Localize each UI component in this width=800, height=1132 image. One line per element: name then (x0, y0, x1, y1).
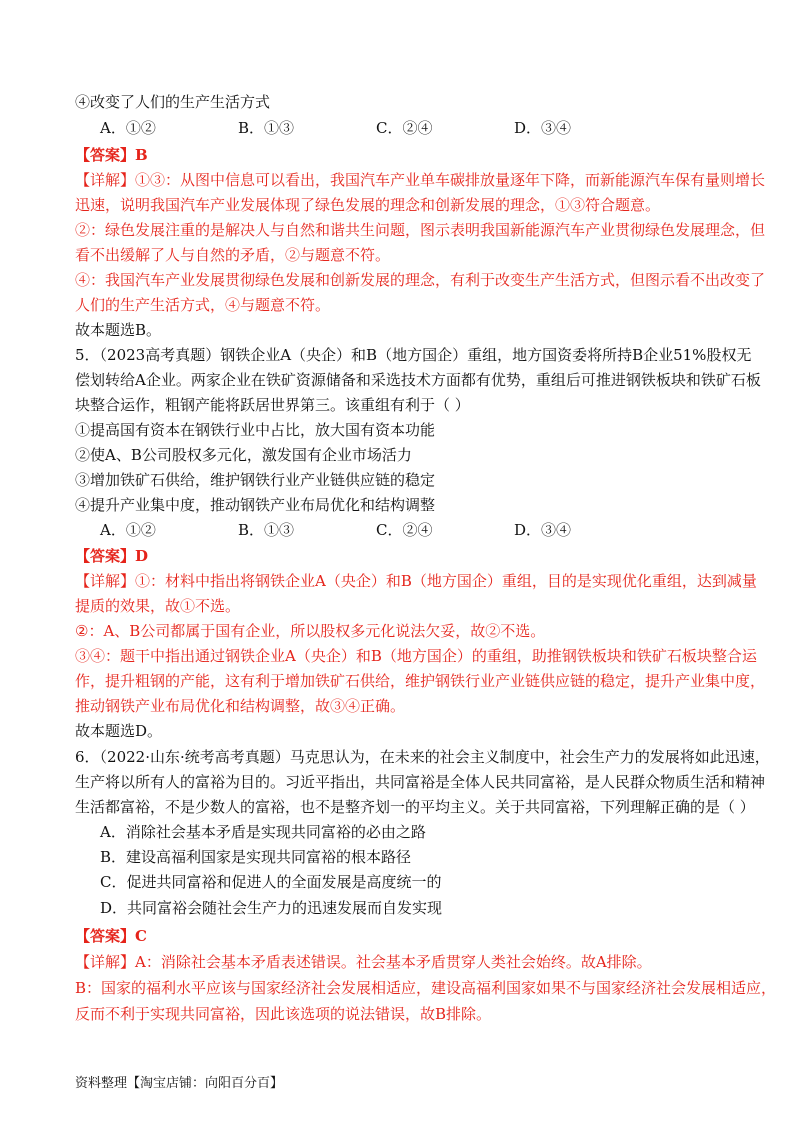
q5-stem-line: 偿划转给A企业。两家企业在铁矿资源储备和采选技术方面都有优势，重组后可推进钢铁板块和铁矿石板 (75, 371, 761, 389)
q5-stem-line: 5．（2023高考真题）钢铁企业A（央企）和B（地方国企）重组，地方国资委将所持B企业51%股权无 (75, 346, 752, 364)
q5-detail-line: 作，提升粗钢的产能，这有利于增加铁矿石供给，维护钢铁行业产业链供应链的稳定，提升产业集中度， (75, 672, 766, 690)
q5-statement-4: ④提升产业集中度，推动钢铁产业布局优化和结构调整 (75, 496, 436, 514)
q5-detail-line: ③④：题干中指出通过钢铁企业A（央企）和B（地方国企）的重组，助推钢铁板块和铁矿石板块整合运 (75, 647, 757, 665)
q4-option-a: A．①② (100, 119, 156, 137)
q6-stem-line: 生产将以所有人的富裕为目的。习近平指出，共同富裕是全体人民共同富裕，是人民群众物质生活和精神 (75, 773, 766, 791)
q6-choice-a: A．消除社会基本矛盾是实现共同富裕的必由之路 (100, 823, 426, 841)
q5-stem-line: 块整合运作，粗钢产能将跃居世界第三。该重组有利于（ ） (75, 396, 470, 414)
q4-detail-line: 人们的生产生活方式，④与题意不符。 (75, 296, 331, 314)
q6-choice-d: D．共同富裕会随社会生产力的迅速发展而自发实现 (100, 899, 443, 917)
q6-answer: 【答案】C (75, 927, 147, 945)
q6-detail-line: 【详解】A：消除社会基本矛盾表述错误。社会基本矛盾贯穿人类社会始终。故A排除。 (75, 953, 652, 971)
q6-stem-line: 生活都富裕，不是少数人的富裕，也不是整齐划一的平均主义。关于共同富裕，下列理解正确的是（ ） (75, 798, 755, 816)
q5-option-a: A．①② (100, 521, 156, 539)
q5-detail-line: ②：A、B公司都属于国有企业，所以股权多元化说法欠妥，故②不选。 (75, 622, 546, 640)
q5-option-b: B．①③ (238, 521, 295, 539)
q4-options (100, 118, 571, 138)
q6-stem-line: 6．（2022·山东·统考高考真题）马克思认为，在未来的社会主义制度中，社会生产力的发展将如此迅速， (75, 748, 770, 766)
q4-statement-4: ④改变了人们的生产生活方式 (75, 93, 271, 111)
q5-answer: 【答案】D (75, 547, 149, 565)
q4-option-c: C．②④ (376, 119, 433, 137)
q5-option-d: D．③④ (514, 521, 572, 539)
q4-detail-line: ②：绿色发展注重的是解决人与自然和谐共生问题，图示表明我国新能源汽车产业贯彻绿色发展理念，但 (75, 221, 766, 239)
q5-detail-line: 【详解】①：材料中指出将钢铁企业A（央企）和B（地方国企）重组，目的是实现优化重组，达到减量 (75, 572, 757, 590)
q6-detail-line: B：国家的福利水平应该与国家经济社会发展相适应，建设高福利国家如果不与国家经济社会发展相适应， (75, 979, 777, 997)
q5-options (100, 520, 571, 540)
q4-answer: 【答案】B (75, 146, 148, 164)
q4-conclusion: 故本题选B。 (75, 321, 162, 339)
q4-detail-line: 迅速，说明我国汽车产业发展体现了绿色发展的理念和创新发展的理念，①③符合题意。 (75, 196, 661, 214)
q5-detail-line: 推动钢铁产业布局优化和结构调整，故③④正确。 (75, 697, 406, 715)
q5-option-c: C．②④ (376, 521, 433, 539)
q4-option-d: D．③④ (514, 119, 572, 137)
q6-detail-line: 反而不利于实现共同富裕，因此该选项的说法错误，故B排除。 (75, 1005, 492, 1023)
page-footer: 资料整理【淘宝店铺：向阳百分百】 (75, 1076, 284, 1091)
q5-statement-3: ③增加铁矿石供给，维护钢铁行业产业链供应链的稳定 (75, 471, 436, 489)
q6-choice-c: C．促进共同富裕和促进人的全面发展是高度统一的 (100, 873, 442, 891)
q5-statement-2: ②使A、B公司股权多元化，激发国有企业市场活力 (75, 446, 412, 464)
q4-detail-line: ④：我国汽车产业发展贯彻绿色发展和创新发展的理念，有利于改变生产生活方式，但图示看不出改变了 (75, 271, 766, 289)
q5-statement-1: ①提高国有资本在钢铁行业中占比，放大国有资本功能 (75, 421, 436, 439)
q4-detail-line: 看不出缓解了人与自然的矛盾，②与题意不符。 (75, 246, 391, 264)
q5-detail-line: 提质的效果，故①不选。 (75, 597, 241, 615)
q6-choice-b: B．建设高福利国家是实现共同富裕的根本路径 (100, 848, 412, 866)
q4-option-b: B．①③ (238, 119, 295, 137)
q4-detail-line: 【详解】①③：从图中信息可以看出，我国汽车产业单车碳排放量逐年下降，而新能源汽车保有量则增长 (75, 171, 766, 189)
q5-conclusion: 故本题选D。 (75, 722, 163, 740)
